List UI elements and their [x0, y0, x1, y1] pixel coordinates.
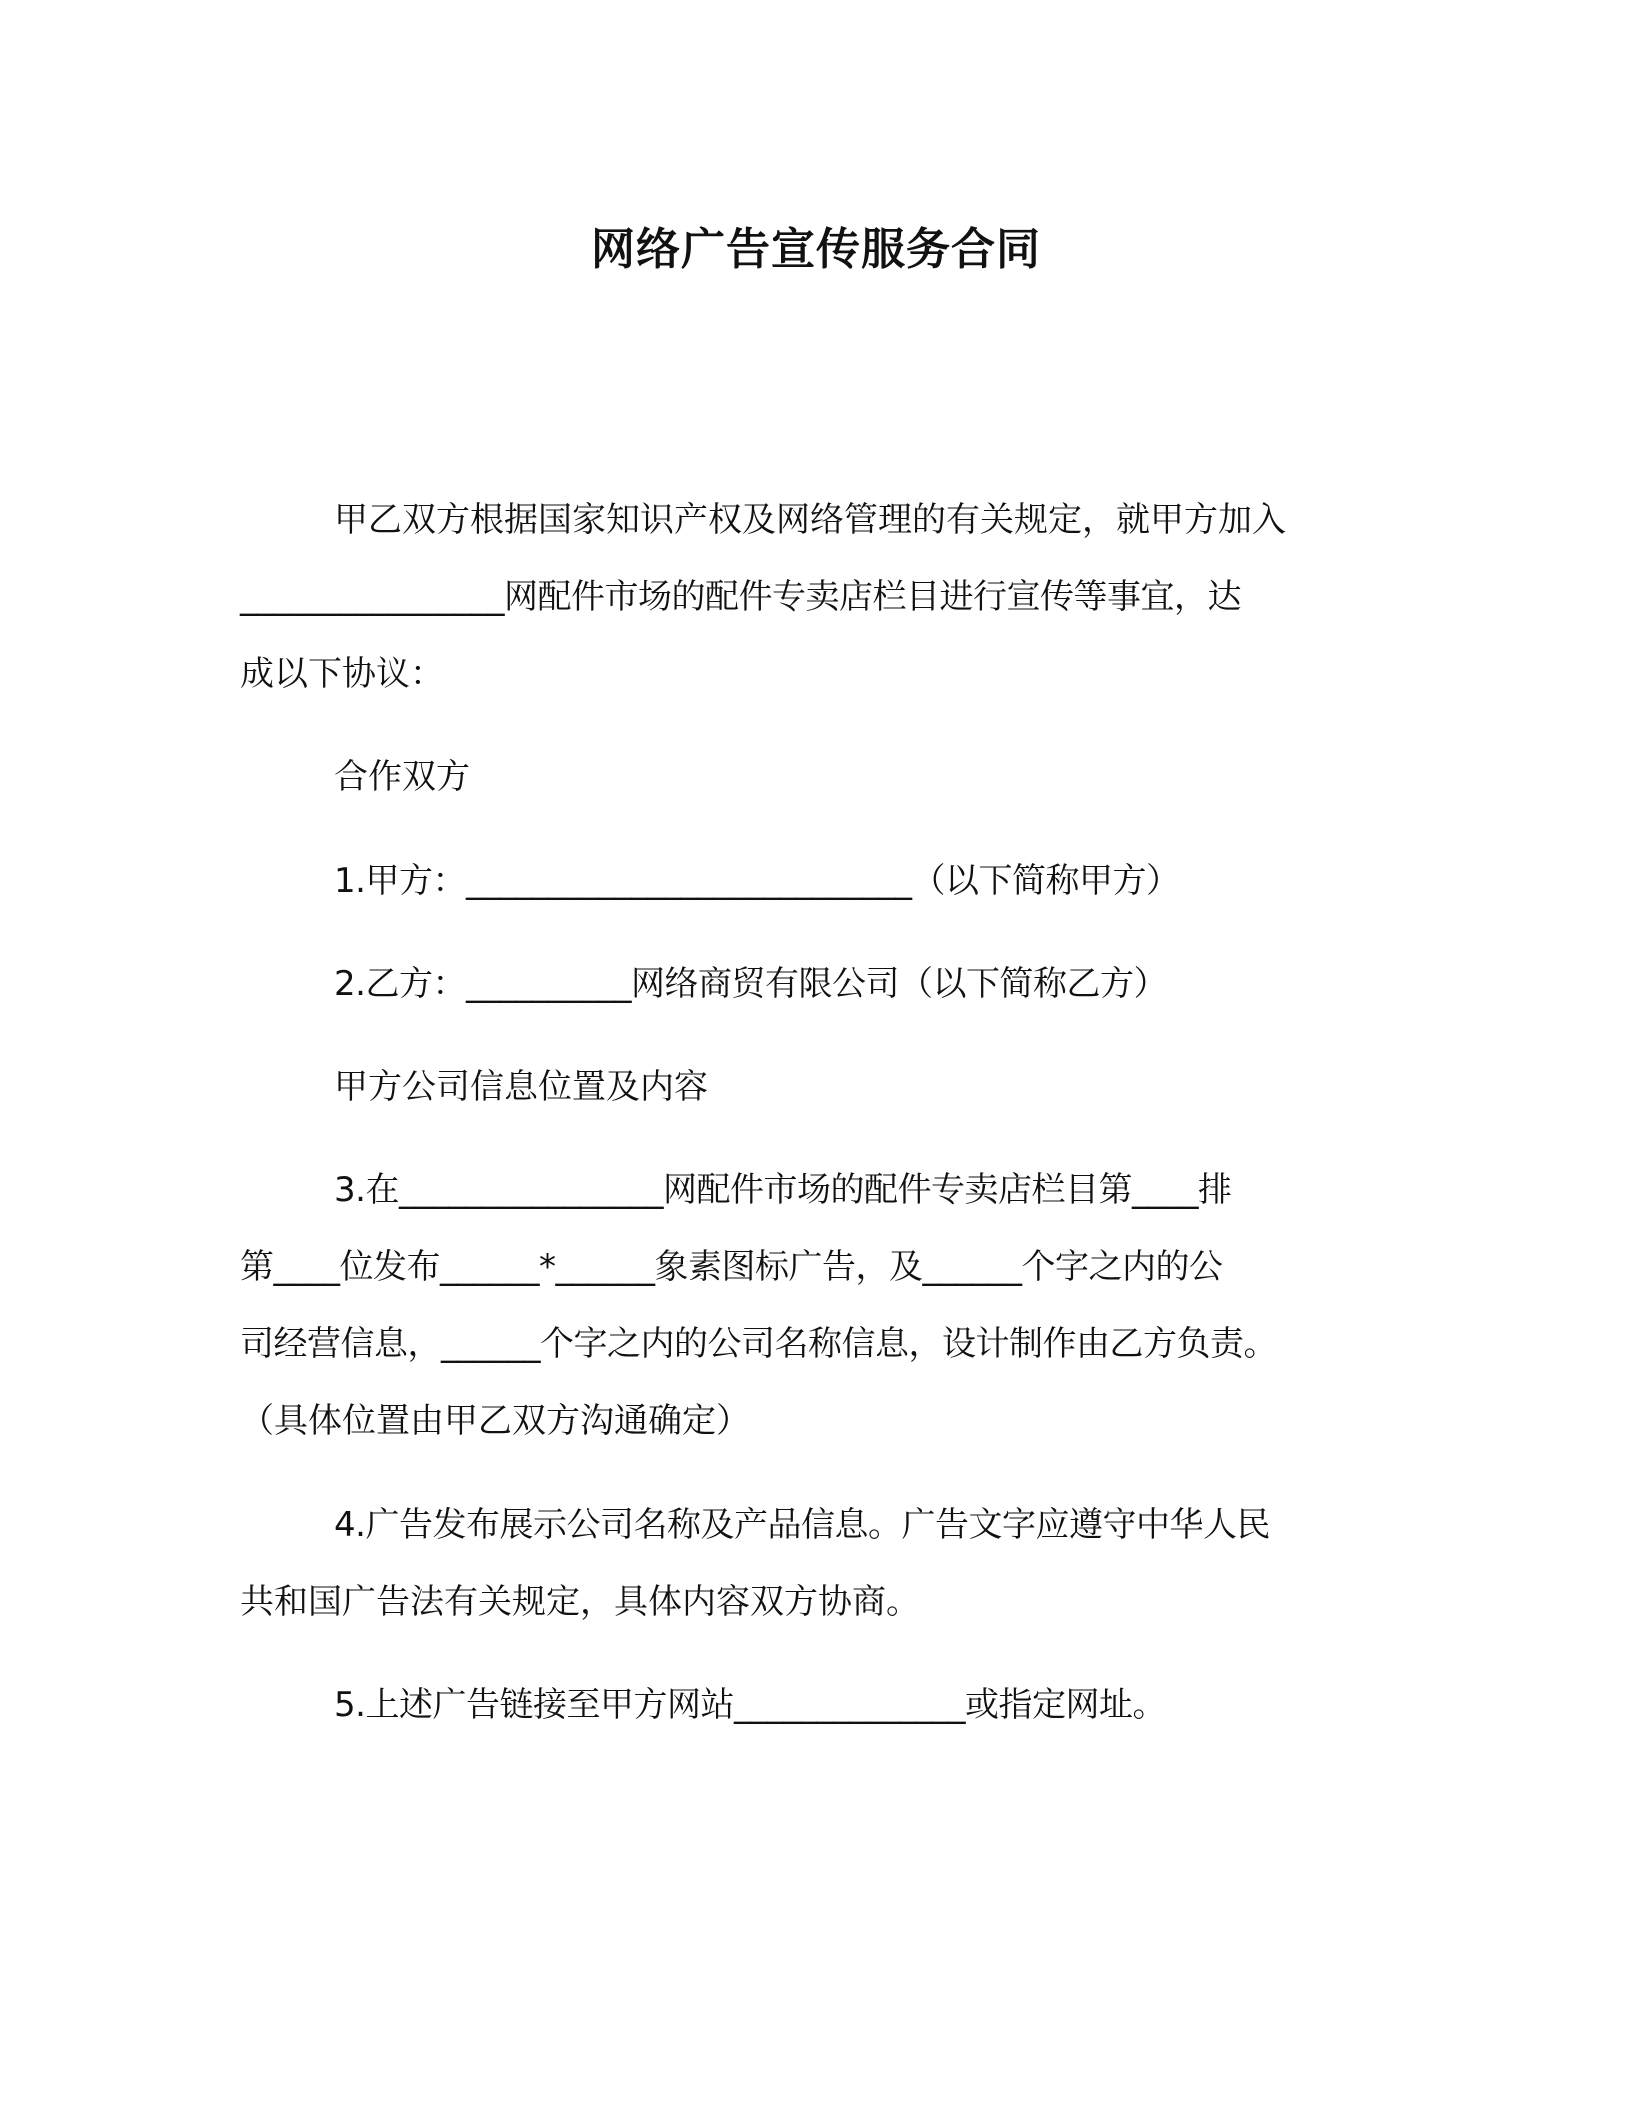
clause-4-line-1: 4.广告发布展示公司名称及产品信息。广告文字应遵守中华人民	[334, 1505, 1270, 1545]
intro-line-3: 成以下协议：	[240, 654, 444, 694]
clause-3-line-1: 3.在________________网配件市场的配件专卖店栏目第____排	[334, 1170, 1232, 1210]
party-b-line: 2.乙方：__________网络商贸有限公司（以下简称乙方）	[334, 964, 1167, 1004]
section-info-heading: 甲方公司信息位置及内容	[334, 1067, 708, 1107]
party-a-line: 1.甲方：___________________________（以下简称甲方）	[334, 861, 1180, 901]
clause-3-line-3: 司经营信息，______个字之内的公司名称信息，设计制作由乙方负责。	[240, 1324, 1277, 1364]
clause-5-line-1: 5.上述广告链接至甲方网站______________或指定网址。	[334, 1685, 1166, 1725]
intro-line-2: ________________网配件市场的配件专卖店栏目进行宣传等事宜，达	[240, 577, 1241, 617]
contract-title: 网络广告宣传服务合同	[591, 224, 1041, 275]
clause-4-line-2: 共和国广告法有关规定，具体内容双方协商。	[240, 1582, 920, 1622]
intro-line-1: 甲乙双方根据国家知识产权及网络管理的有关规定，就甲方加入	[334, 500, 1286, 540]
clause-3-line-2: 第____位发布______*______象素图标广告，及______个字之内的公	[240, 1247, 1223, 1287]
clause-3-line-4: （具体位置由甲乙双方沟通确定）	[240, 1401, 750, 1441]
section-parties-heading: 合作双方	[334, 757, 470, 797]
